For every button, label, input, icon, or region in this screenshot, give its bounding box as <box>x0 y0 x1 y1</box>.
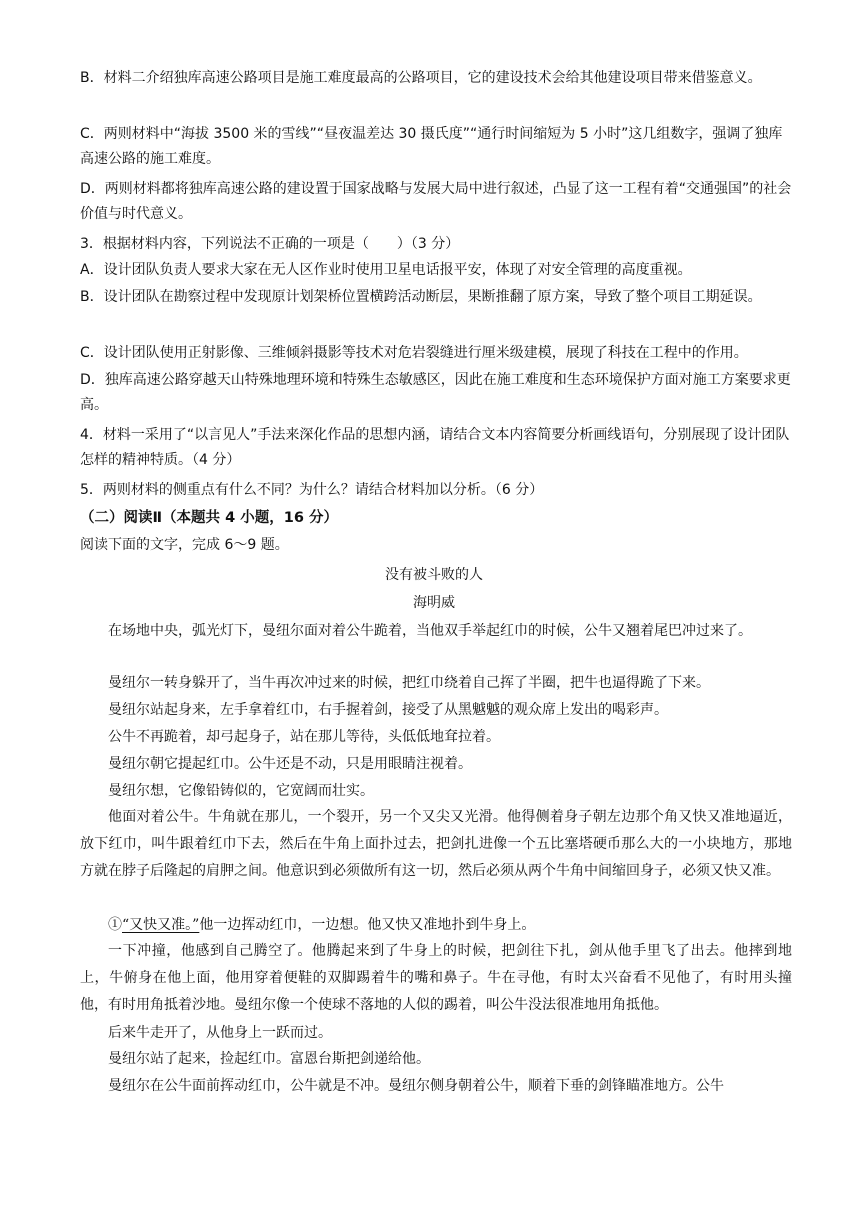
story-paragraph-6: 曼纽尔想，它像铅铸似的，它宽阔而壮实。 <box>108 783 374 799</box>
story-author: 海明威 <box>413 595 455 611</box>
q2-option-b: B．材料二介绍独库高速公路项目是施工难度最高的公路项目，它的建设技术会给其他建设项目带来借鉴意义。 <box>80 70 762 86</box>
story-paragraph-2: 曼纽尔一转身躲开了，当牛再次冲过来的时候，把红巾绕着自己挥了半圈，把牛也逼得跪了下来。 <box>108 675 710 691</box>
story-paragraph-8 <box>80 912 792 939</box>
q3-option-b: B．设计团队在勘察过程中发现原计划架桥位置横跨活动断层，果断推翻了原方案，导致了整个项目工期延误。 <box>80 289 762 305</box>
story-paragraph-4: 公牛不再跪着，却弓起身子，站在那儿等待，头低低地耷拉着。 <box>108 729 500 745</box>
story-paragraph-1: 在场地中央，弧光灯下，曼纽尔面对着公牛跪着，当他双手举起红巾的时候，公牛又翘着尾巴冲过来了。 <box>108 623 752 639</box>
story-paragraph-5: 曼纽尔朝它提起红巾。公牛还是不动，只是用眼睛注视着。 <box>108 756 472 772</box>
story-paragraph-7: 他面对着公牛。牛角就在那儿，一个裂开，另一个又尖又光滑。他得侧着身子朝左边那个角又快又准地逼近，放下红巾，叫牛跟着红巾下去，然后在牛角上面扑过去，把剑扎进像一个五比塞塔硬币那么大的一小块地方，那地方就在脖子后隆起的肩胛之间。他意识到必须做所有这一切，然后必须从两个牛角中间缩回身子，必须又快又准。 <box>80 809 792 879</box>
q3-option-d: D．独库高速公路穿越天山特殊地理环境和特殊生态敏感区，因此在施工难度和生态环境保护方面对施工方案要求更高。 <box>80 372 791 413</box>
section-heading: （二）阅读Ⅱ（本题共 4 小题，16 分） <box>80 510 338 526</box>
q2-option-c: C．两则材料中“海拔 3500 米的雪线”“昼夜温差达 30 摄氏度”“通行时间缩短为 5 小时”这几组数字，强调了独库高速公路的施工难度。 <box>80 126 783 167</box>
reading-instruction: 阅读下面的文字，完成 6～9 题。 <box>80 537 289 553</box>
story-paragraph-11: 曼纽尔站了起来，捡起红巾。富恩台斯把剑递给他。 <box>108 1051 430 1067</box>
story-paragraph-3: 曼纽尔站起身来，左手拿着红巾，右手握着剑，接受了从黑魆魆的观众席上发出的喝彩声。 <box>108 702 668 718</box>
annotation-marker: ① <box>108 917 122 933</box>
q2-option-d: D．两则材料都将独库高速公路的建设置于国家战略与发展大局中进行叙述，凸显了这一工程有着“交通强国”的社会价值与时代意义。 <box>80 181 792 222</box>
story-title: 没有被斗败的人 <box>385 567 483 583</box>
story-paragraph-12: 曼纽尔在公牛面前挥动红巾，公牛就是不冲。曼纽尔侧身朝着公牛，顺着下垂的剑锋瞄准地方。公牛 <box>108 1078 724 1094</box>
story-paragraph-8-rest: 他一边挥动红巾，一边想。他又快又准地扑到牛身上。 <box>199 917 536 933</box>
story-paragraph-10: 后来牛走开了，从他身上一跃而过。 <box>108 1025 332 1041</box>
q3-stem: 3．根据材料内容，下列说法不正确的一项是（ ）（3 分） <box>80 236 460 252</box>
q5-stem: 5．两则材料的侧重点有什么不同？为什么？请结合材料加以分析。（6 分） <box>80 482 544 498</box>
story-paragraph-9: 一下冲撞，他感到自己腾空了。他腾起来到了牛身上的时候，把剑往下扎，剑从他手里飞了出去。他摔到地上，牛俯身在他上面，他用穿着便鞋的双脚踢着牛的嘴和鼻子。牛在寻他，有时太兴奋看不见他了，有时用头撞他，有时用角抵着沙地。曼纽尔像一个使球不落地的人似的踢着，叫公牛没法很准地用角抵他。 <box>80 943 792 1013</box>
q4-stem: 4．材料一采用了“以言见人”手法来深化作品的思想内涵，请结合文本内容简要分析画线语句，分别展现了设计团队怎样的精神特质。（4 分） <box>80 427 790 468</box>
q3-option-a: A．设计团队负责人要求大家在无人区作业时使用卫星电话报平安，体现了对安全管理的高度重视。 <box>80 262 692 278</box>
underlined-sentence: “又快又准。” <box>122 917 200 933</box>
q3-option-c: C．设计团队使用正射影像、三维倾斜摄影等技术对危岩裂缝进行厘米级建模，展现了科技在工程中的作用。 <box>80 345 748 361</box>
